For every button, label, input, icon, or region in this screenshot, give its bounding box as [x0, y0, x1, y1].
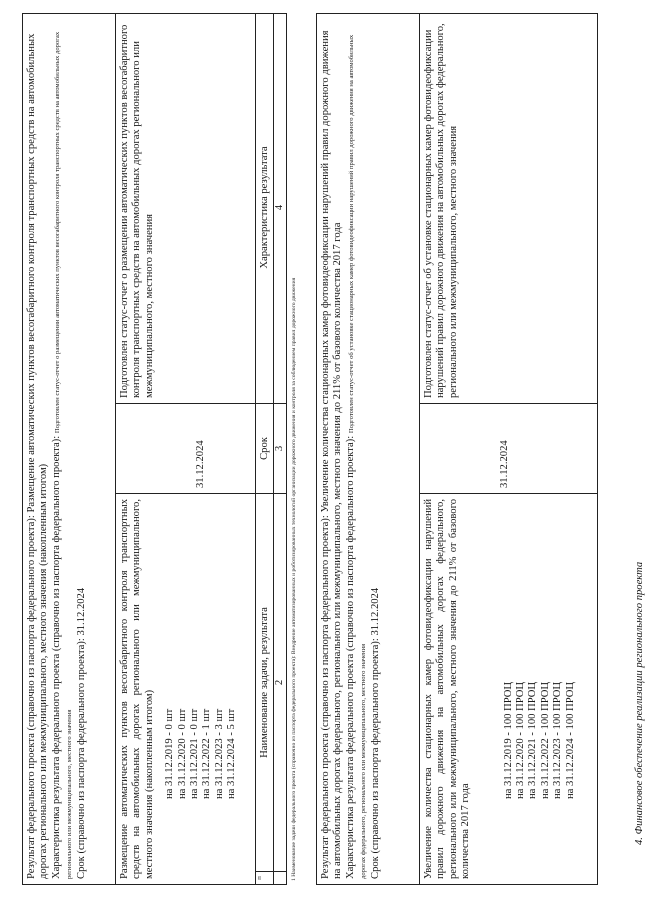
row1-values: [164, 499, 238, 879]
row2-date-cell: [420, 404, 597, 494]
task-note-text: 1 Наименование задачи федерального проекта (справочно из паспорта федерального проекта): Внедрение автоматизированных и роботизированных технологий организации дорожного движения и контроля за соблюдением правил дорожного движения: [291, 277, 297, 881]
section2-characteristic-label: Характеристика результата федерального проекта (справочно из паспорта федерального проекта):: [344, 435, 356, 879]
row2-values: [503, 499, 577, 879]
section2-deadline: Срок (справочно из паспорта федерального проекта): 31.12.2024: [369, 587, 381, 879]
row2-name-cell: [420, 494, 597, 884]
section1-characteristic-small: Подготовлен статус-отчет о размещении автоматических пунктов весогабаритного контроля транспортных средств на автомобильных дорогах регионального или межмуниципального, местного значения: [53, 31, 74, 879]
table-column-numbers: [274, 13, 287, 885]
header-characteristic: Характеристика результата: [259, 146, 270, 269]
row1-characteristic: Подготовлен статус-отчет о размещении автоматических пунктов весогабаритного контроля транспортных средств на автомобильных дорогах регионального или межмуниципального, местного значения: [119, 24, 155, 398]
row2-value: на 31.12.2022 - 100 ПРОЦ: [539, 681, 551, 799]
row1-value: на 31.12.2021 - 0 шт: [189, 708, 201, 799]
row2-date: 31.12.2024: [499, 440, 510, 488]
colnum-2-cell: [274, 494, 286, 872]
colnum-4-cell: [274, 12, 286, 404]
section2-characteristic-small: Подготовлен статус-отчет об установке стационарных камер фотовидеофиксации нарушений правил дорожного движения на автомобильных дорогах федерального, регионального или межмуниципального, местного значения: [347, 34, 368, 879]
row1-date-cell: [116, 404, 255, 494]
row1-value: на 31.12.2024 - 5 шт: [226, 708, 238, 799]
section1-result: Результат федерального проекта (справочно из паспорта федерального проекта): Размещение автоматических пунктов весогабаритного контроля транспортных средств на автомобильных дорогах регионального или межмуниципального, местного значения (накопленным итогом): [26, 33, 50, 879]
section-heading-financing: 4. Финансовое обеспечение реализации регионального проекта: [634, 561, 645, 845]
row1-value: на 31.12.2023 - 3 шт: [213, 708, 225, 799]
row1-name: Размещение автоматических пунктов весогабаритного контроля транспортных средств на автомобильных дорогах регионального или межмуниципального, местного значения (накопленным итогом): [119, 499, 155, 879]
row2-name: Увеличение количества стационарных камер фотовидеофиксации нарушений правил дорожного движения на автомобильных дорогах федерального, регионального или межмуниципального, местного значения до 211% от базового количества 2017 года: [423, 499, 472, 879]
section2-result: Результат федерального проекта (справочно из паспорта федерального проекта): Увеличение количества стационарных камер фотовидеофиксации нарушений правил дорожного движения на автомобильных дорогах федерального, регионального или межмуниципального, местного значения до 211% от базового количества 2017 года: [320, 30, 344, 879]
row1-value: на 31.12.2019 - 0 шт: [164, 708, 176, 799]
table-row: [420, 13, 598, 885]
header-num-cell: [256, 872, 273, 884]
header-num: п: [256, 876, 263, 880]
header-characteristic-cell: [256, 12, 273, 404]
header-name-cell: [256, 494, 273, 872]
task-note: [291, 13, 311, 885]
row1-date: 31.12.2024: [195, 440, 206, 488]
section1-block: [22, 13, 116, 885]
section1-deadline: Срок (справочно из паспорта федерального проекта): 31.12.2024: [75, 587, 87, 879]
row1-name-cell: [116, 494, 255, 884]
row2-value: на 31.12.2019 - 100 ПРОЦ: [502, 681, 514, 799]
header-name: Наименование задачи, результата: [259, 607, 270, 758]
section2-characteristic: [345, 19, 370, 879]
header-date-cell: [256, 404, 273, 494]
colnum-2: 2: [274, 679, 285, 686]
row2-value: на 31.12.2024 - 100 ПРОЦ: [564, 681, 576, 799]
header-date: Срок: [259, 437, 270, 460]
row2-value: на 31.12.2021 - 100 ПРОЦ: [527, 681, 539, 799]
colnum-3: 3: [274, 445, 285, 452]
table-header: [256, 13, 274, 885]
table-row: [116, 13, 256, 885]
row2-characteristic: Подготовлен статус-отчет об установке стационарных камер фотовидеофиксации нарушений правил дорожного движения на автомобильных дорогах федерального, регионального или межмуниципального, местного значения: [423, 23, 459, 398]
section1-characteristic: [51, 19, 76, 879]
row2-value: на 31.12.2020 - 100 ПРОЦ: [515, 681, 527, 799]
row2-characteristic-cell: [420, 12, 597, 404]
colnum-4: 4: [274, 204, 285, 211]
section2-block: [316, 13, 420, 885]
row1-value: на 31.12.2022 - 1 шт: [201, 708, 213, 799]
section1-characteristic-label: Характеристика результата федерального проекта (справочно из паспорта федерального проекта):: [50, 435, 62, 879]
colnum-1-cell: [274, 872, 286, 884]
colnum-3-cell: [274, 404, 286, 494]
row2-value: на 31.12.2023 - 100 ПРОЦ: [552, 681, 564, 799]
row1-value: на 31.12.2020 - 0 шт: [176, 708, 188, 799]
row1-characteristic-cell: [116, 12, 255, 404]
